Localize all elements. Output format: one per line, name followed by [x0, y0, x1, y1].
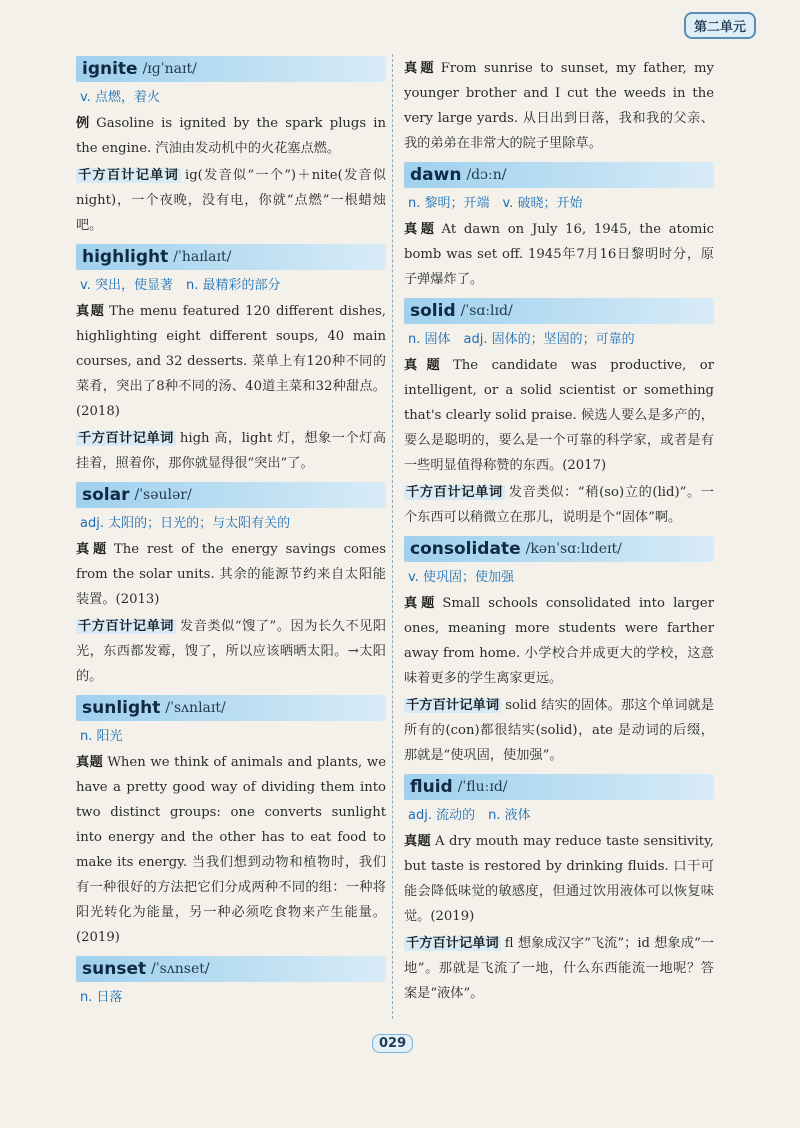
paragraph-text: Gasoline is ignited by the spark plugs in the engine. 汽油由发动机中的火花塞点燃。 — [76, 116, 387, 156]
example-label: 真题 — [76, 304, 106, 319]
part-of-speech: n. 黎明；开端 v. 破晓；开始 — [408, 196, 583, 211]
headword: solid — [410, 301, 456, 321]
headword-bar — [76, 244, 386, 270]
example-label: 真题 — [76, 542, 110, 557]
part-of-speech: n. 日落 — [80, 990, 123, 1005]
paragraph-text: The candidate was productive, or intelligent, or a solid scientist or something that's clearly solid praise. 候选人要么是多产的，要么是聪明的，要么是一个可靠的科学家，或者是有一些明显值得称赞的东西。(2017) — [404, 358, 714, 473]
entry-paragraph — [404, 693, 714, 768]
paragraph-text: 发音类似：“稍(so)立的(lid)”。一个东西可以稍微立在那儿，说明是个“固体”啊。 — [404, 485, 714, 525]
word-entry — [76, 956, 386, 1005]
example-label: 例 — [76, 116, 93, 131]
unit-tab: 第二单元 — [684, 12, 756, 39]
paragraph-text: The menu featured 120 different dishes, highlighting eight different soups, 40 main courses, and 32 desserts. 菜单上有120种不同的菜肴，突出了8种不同的汤、40道主菜和32种甜点。(2018) — [76, 304, 386, 419]
headword: consolidate — [410, 539, 521, 559]
entry-paragraph — [76, 426, 386, 476]
phonetic: /ɪɡˈnaɪt/ — [142, 61, 197, 77]
headword-bar — [76, 56, 386, 82]
phonetic: /kənˈsɑːlɪdeɪt/ — [525, 541, 622, 557]
phonetic: /ˈsʌnset/ — [151, 961, 210, 977]
part-of-speech: n. 阳光 — [80, 729, 123, 744]
phonetic: /ˈhaɪlaɪt/ — [173, 249, 232, 265]
entry-paragraph — [404, 480, 714, 530]
headword: dawn — [410, 165, 462, 185]
part-of-speech: v. 点燃，着火 — [80, 90, 160, 105]
entry-paragraph — [76, 299, 386, 424]
headword-bar — [76, 695, 386, 721]
entry-paragraph — [76, 163, 386, 238]
entry-paragraph — [76, 111, 386, 161]
headword: sunset — [82, 959, 147, 979]
right-column — [404, 56, 714, 1012]
part-of-speech: v. 突出，使显著 n. 最精彩的部分 — [80, 278, 281, 293]
entry-paragraph — [404, 829, 714, 929]
example-label: 真题 — [404, 596, 439, 611]
headword: sunlight — [82, 698, 161, 718]
phonetic: /ˈsʌnlaɪt/ — [165, 700, 226, 716]
part-of-speech: n. 固体 adj. 固体的；坚固的；可靠的 — [408, 332, 635, 347]
paragraph-text: The rest of the energy savings comes from the solar units. 其余的能源节约来自太阳能装置。(2013) — [76, 542, 387, 607]
headword-bar — [76, 956, 386, 982]
paragraph-text: From sunrise to sunset, my father, my younger brother and I cut the weeds in the very large yards. 从日出到日落，我和我的父亲、我的弟弟在非常大的院子里除草。 — [404, 61, 714, 151]
entry-paragraph — [76, 537, 386, 612]
paragraph-text: solid 结实的固体。那这个单词就是所有的(con)都很结实(solid)，ate 是动词的后缀，那就是“使巩固，使加强”。 — [404, 698, 715, 763]
left-column — [76, 56, 386, 1011]
paragraph-text: 发音类似“馊了”。因为长久不见阳光，东西都发霉，馊了，所以应该晒晒太阳。→太阳的。 — [76, 619, 387, 684]
example-label: 真题 — [76, 755, 104, 770]
example-label: 真题 — [404, 358, 449, 373]
entry-paragraph — [404, 353, 714, 478]
memory-tip-label: 千方百计记单词 — [406, 936, 499, 951]
word-entry — [404, 56, 714, 156]
part-of-speech: adj. 流动的 n. 液体 — [408, 808, 531, 823]
headword: highlight — [82, 247, 169, 267]
example-label: 真题 — [404, 61, 437, 76]
headword-bar — [404, 162, 714, 188]
example-label: 真题 — [404, 834, 431, 849]
memory-tip-label: 千方百计记单词 — [78, 168, 180, 183]
entry-paragraph — [76, 614, 386, 689]
headword-bar — [404, 536, 714, 562]
phonetic: /dɔːn/ — [466, 167, 507, 183]
word-entry — [76, 244, 386, 476]
paragraph-text: fl 想象成汉字“飞流”；id 想象成“一地”。那就是飞流了一地，什么东西能流一地呢？答案是“液体”。 — [404, 936, 714, 1001]
part-of-speech: v. 使巩固；使加强 — [408, 570, 514, 585]
headword: solar — [82, 485, 130, 505]
paragraph-text: ig(发音似“一个”)＋nite(发音似 night)，一个夜晚，没有电，你就“点燃”一根蜡烛吧。 — [76, 168, 386, 233]
example-label: 真题 — [404, 222, 438, 237]
headword-bar — [76, 482, 386, 508]
memory-tip-label: 千方百计记单词 — [406, 485, 503, 500]
word-entry — [76, 482, 386, 689]
phonetic: /ˈfluːɪd/ — [457, 779, 508, 795]
paragraph-text: When we think of animals and plants, we have a pretty good way of dividing them into two distinct groups: one converts sunlight into energy and the other has to eat food to make its energy. 当我们想到动物和植物时，我们有一种很好的方法把它们分成两种不同的组：一种将阳光转化为能量，另一种必须吃食物来产生能量。(2019) — [76, 755, 387, 945]
paragraph-text: high 高，light 灯，想象一个灯高挂着，照着你，那你就显得很“突出”了。 — [76, 431, 387, 471]
column-divider — [392, 54, 393, 1019]
paragraph-text: Small schools consolidated into larger ones, meaning more students were farther away from home. 小学校合并成更大的学校，这意味着更多的学生离家更远。 — [404, 596, 714, 686]
phonetic: /ˈsəulər/ — [134, 487, 192, 503]
memory-tip-label: 千方百计记单词 — [78, 619, 174, 634]
memory-tip-label: 千方百计记单词 — [406, 698, 500, 713]
entry-paragraph — [404, 591, 714, 691]
entry-paragraph — [404, 217, 714, 292]
page-number: 029 — [372, 1034, 413, 1053]
entry-paragraph — [404, 56, 714, 156]
word-entry — [404, 298, 714, 530]
headword: ignite — [82, 59, 138, 79]
entry-paragraph — [404, 931, 714, 1006]
part-of-speech: adj. 太阳的；日光的；与太阳有关的 — [80, 516, 291, 531]
word-entry — [76, 695, 386, 950]
entry-paragraph — [76, 750, 386, 950]
memory-tip-label: 千方百计记单词 — [78, 431, 174, 446]
word-entry — [76, 56, 386, 238]
headword-bar — [404, 774, 714, 800]
word-entry — [404, 774, 714, 1006]
word-entry — [404, 162, 714, 292]
phonetic: /ˈsɑːlɪd/ — [460, 303, 513, 319]
word-entry — [404, 536, 714, 768]
paragraph-text: At dawn on July 16, 1945, the atomic bomb was set off. 1945年7月16日黎明时分，原子弹爆炸了。 — [404, 222, 714, 287]
paragraph-text: A dry mouth may reduce taste sensitivity, but taste is restored by drinking fluids. 口干可能会降低味觉的敏感度，但通过饮用液体可以恢复味觉。(2019) — [404, 834, 714, 924]
headword-bar — [404, 298, 714, 324]
headword: fluid — [410, 777, 453, 797]
